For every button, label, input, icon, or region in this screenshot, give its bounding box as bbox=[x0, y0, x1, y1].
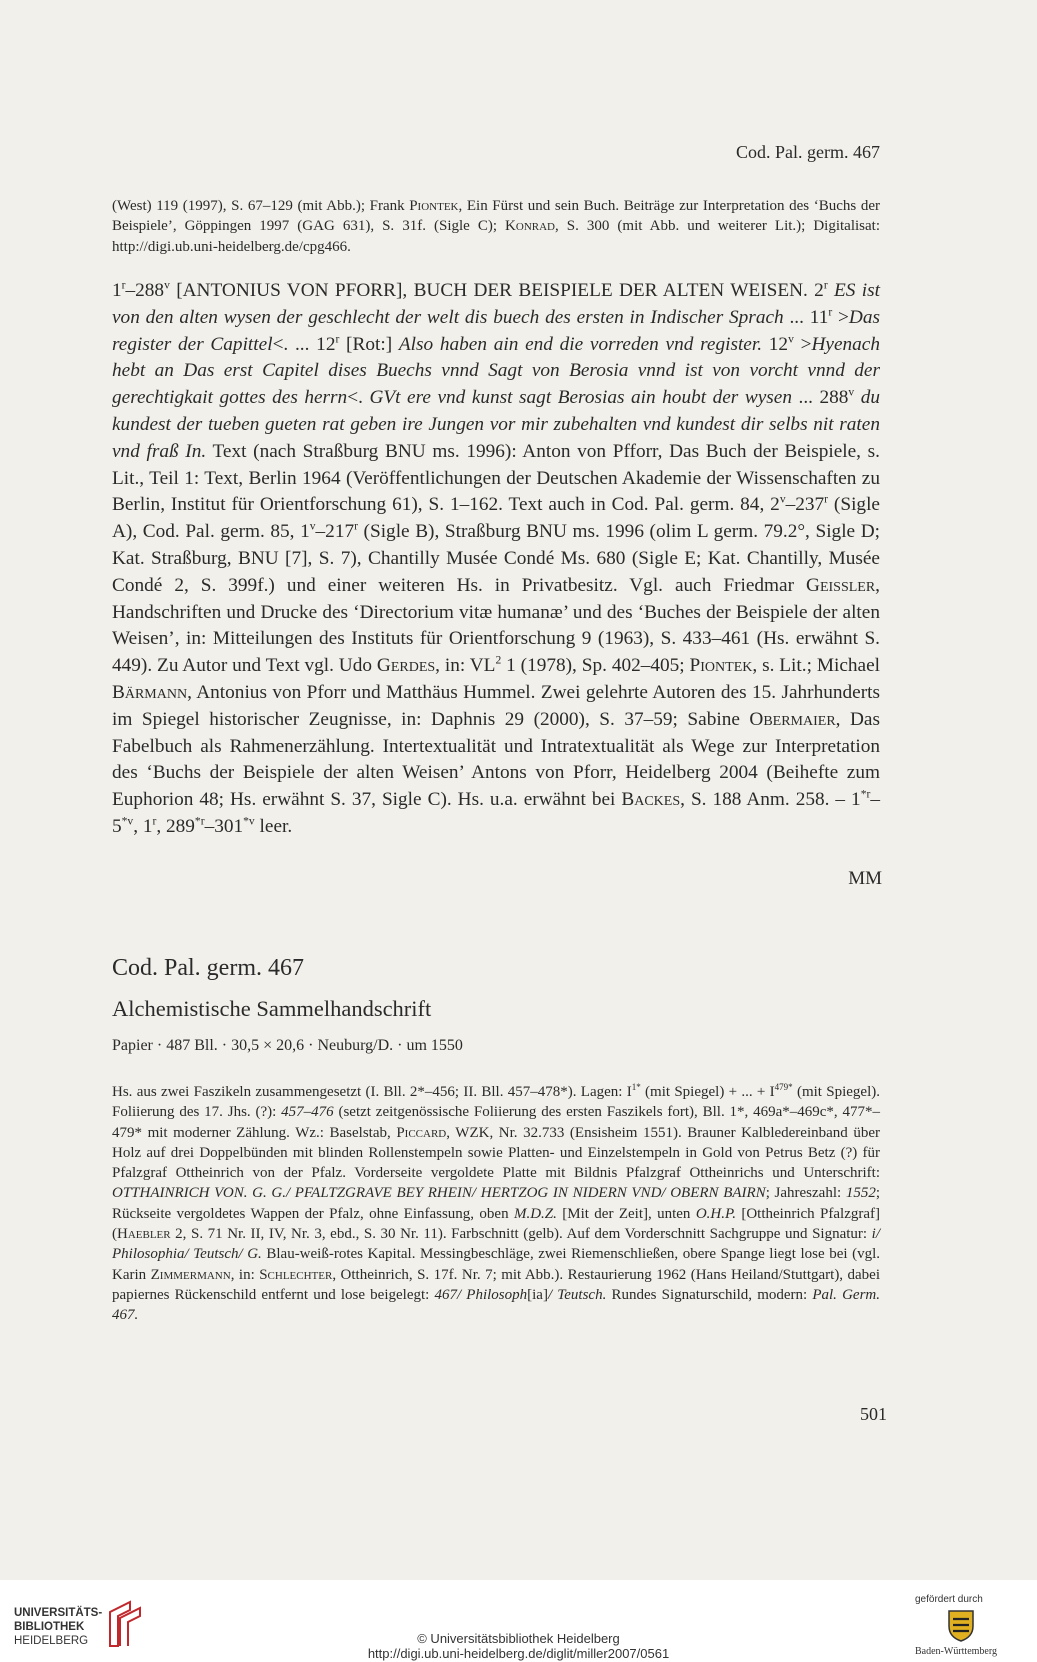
sup: *r bbox=[194, 814, 205, 828]
sup: r bbox=[824, 492, 829, 506]
text: (West) 119 (1997), S. 67–129 (mit Abb.); Frank bbox=[112, 198, 410, 214]
text: ... 11 bbox=[783, 306, 829, 328]
text: –301 bbox=[204, 815, 244, 837]
text: –288 bbox=[125, 280, 165, 301]
sup: 1* bbox=[631, 1082, 641, 1092]
italic-text: Pal. Germ. 467. bbox=[112, 1286, 880, 1324]
text: , Antonius von Pforr und Matthäus Hummel. Zwei gelehrte Autoren des 15. Jahrhunderts im Spiegel historischer Zeugnisse, in: Daphnis 29 (2000), S. 37–59; Sabine bbox=[112, 681, 880, 730]
library-name-line: BIBLIOTHEK bbox=[14, 1621, 85, 1633]
text: 1 (1978), Sp. 402–405; bbox=[501, 655, 690, 677]
text: , in: bbox=[230, 1266, 260, 1283]
text: , in: VL bbox=[435, 655, 496, 677]
text: (setzt zeitgenössische Foliierung des ersten Faszikels fort), Bll. 1*, 469a*–469c*, 477*–479* mit moderner Zählung. Wz.: Baselstab, bbox=[112, 1104, 880, 1141]
author-name: Haebler bbox=[117, 1226, 171, 1243]
rubric: Das register der Capittel bbox=[112, 306, 880, 355]
sup: v bbox=[164, 278, 170, 292]
codex-meta: Papier · 487 Bll. · 30,5 × 20,6 · Neuburg/D. · um 1550 bbox=[112, 1037, 463, 1054]
sup: *r bbox=[860, 787, 871, 801]
sup: r bbox=[823, 278, 828, 292]
sup: v bbox=[848, 385, 855, 399]
text: ; Rückseite vergoldetes Wappen der Pfalz, ohne Einfassung, oben bbox=[112, 1185, 880, 1222]
italic-text: 457–476 bbox=[281, 1104, 334, 1121]
sup: r bbox=[354, 519, 358, 533]
running-header: Cod. Pal. germ. 467 bbox=[736, 142, 880, 162]
text: ... 288 bbox=[791, 387, 849, 409]
page-number: 501 bbox=[860, 1404, 887, 1424]
text: –217 bbox=[315, 521, 355, 543]
text: (mit Spiegel) + ... + I bbox=[640, 1084, 775, 1100]
sup: 2 bbox=[495, 653, 502, 667]
text: –5 bbox=[112, 789, 880, 837]
copyright-text: © Universitätsbibliothek Heidelberg bbox=[417, 1631, 620, 1646]
text: , WZK, Nr. 32.733 (Ensisheim 1551). Brauner Kalbledereinband über Holz auf drei Doppelbünden mit blinden Rollenstempeln sowie Platten- und Einzelstempeln in Gold von Petrus Betz (?) für Pfalzgraf Ottheinrich von der Pfalz. Vorderseite vergoldete Platte mit Bildnis Pfalzgraf Ottheinrichs und Unterschrift: bbox=[112, 1124, 881, 1182]
author-name: Konrad bbox=[505, 218, 555, 235]
permalink-url[interactable]: http://digi.ub.uni-heidelberg.de/diglit/miller2007/0561 bbox=[367, 1646, 670, 1661]
text: [Mit der Zeit], unten bbox=[556, 1205, 696, 1222]
italic-text: i/ Philosophia/ Teutsch/ G. bbox=[112, 1226, 880, 1263]
text: [ia] bbox=[527, 1286, 548, 1303]
text: [ANTONIUS VON PFORR], BUCH DER BEISPIELE DER ALTEN WEISEN. 2 bbox=[169, 280, 824, 301]
text: –237 bbox=[785, 494, 825, 516]
italic-text: OTTHAINRICH VON. G. G./ PFALTZGRAVE BEY RHEIN/ HERTZOG IN NIDERN VND/ OBERN BAIRN bbox=[112, 1185, 766, 1202]
incipit: GVt ere vnd kunst sagt Berosias ain houbt der wysen bbox=[369, 387, 792, 409]
italic-text: 467/ Philosoph bbox=[434, 1286, 528, 1303]
sponsor-label: gefördert durch bbox=[915, 1594, 983, 1605]
text: Blau-weiß-rotes Kapital. Messingbeschläge, zwei Riemenschließen, obere Spange liegt lose bei (vgl. Karin bbox=[112, 1246, 880, 1283]
text: <. ... 12 bbox=[272, 333, 336, 355]
italic-text: M.D.Z. bbox=[513, 1205, 557, 1222]
author-name: Gerdes bbox=[376, 655, 436, 677]
sup: v bbox=[779, 492, 786, 506]
text: , 1 bbox=[133, 815, 153, 837]
text: [Ottheinrich Pfalzgraf] ( bbox=[112, 1205, 880, 1243]
author-name: Geissler bbox=[806, 574, 876, 596]
sup: 479* bbox=[774, 1082, 793, 1092]
author-name: Piontek bbox=[689, 655, 753, 677]
sup: r bbox=[828, 305, 833, 319]
sup: *v bbox=[243, 814, 255, 828]
text: , S. 300 (mit Abb. und weiterer Lit.); Digitalisat: http://digi.ub.uni-heidelberg.de/cpg466. bbox=[112, 218, 881, 255]
text: leer. bbox=[254, 815, 293, 837]
text: Rundes Signaturschild, modern: bbox=[606, 1286, 813, 1303]
italic-text: 1552 bbox=[845, 1185, 876, 1202]
text: , Ottheinrich, S. 17f. Nr. 7; mit Abb.). Restaurierung 1962 (Hans Heiland/Stuttgart), dabei papiernes Rückenschild entfernt und lose beigelegt: bbox=[112, 1266, 881, 1303]
author-name: Piccard bbox=[396, 1124, 447, 1141]
text: , Das Fabelbuch als Rahmenerzählung. Intertextualität und Intratextualität als Wege zur Interpretation des ‘Buchs der Beispiele der alten Weisen’ Antons von Pforr, Heidelberg 2004 (Beihefte zum Euphorion 48; Hs. erwähnt S. 37, Sigle C). Hs. u.a. erwähnt bei bbox=[112, 708, 880, 811]
text: Hs. aus zwei Faszikeln zusammengesetzt (I. Bll. 2*–456; II. Bll. 457–478*). Lagen: I bbox=[112, 1084, 632, 1100]
copyright-notice bbox=[0, 1631, 1037, 1661]
text: 12 bbox=[762, 333, 789, 355]
content-entry bbox=[112, 278, 880, 841]
baden-wuerttemberg-emblem-icon bbox=[946, 1608, 976, 1642]
text: (Sigle A), Cod. Pal. germ. 85, 1 bbox=[112, 494, 880, 543]
rubric: Hyenach hebt an Das erst Capitel dises Buechs vnnd Sagt von Berosia vnnd ist von vorcht vnnd der gerechtigkait gottes des herrn bbox=[112, 333, 880, 409]
sup: r bbox=[335, 332, 340, 346]
author-name: Zimmermann bbox=[150, 1266, 231, 1283]
text: , Ein Fürst und sein Buch. Beiträge zur Interpretation des ‘Buchs der Beispiele’, Göppingen 1997 (GAG 631), S. 31f. (Sigle C); bbox=[112, 198, 880, 235]
italic-text: O.H.P. bbox=[695, 1205, 736, 1222]
text: , 289 bbox=[156, 815, 195, 837]
library-name-line: UNIVERSITÄTS- bbox=[14, 1607, 103, 1619]
author-initials: MM bbox=[848, 868, 882, 889]
author-name: Obermaier bbox=[749, 708, 836, 730]
italic-text: / Teutsch. bbox=[547, 1286, 607, 1303]
text: (Sigle B), Straßburg BNU ms. 1996 (olim L germ. 79.2°, Sigle D; Kat. Straßburg, BNU [7], S. 7), Chantilly Musée Condé Ms. 680 (Sigle E; Kat. Chantilly, Musée Condé 2, S. 399f.) und einer weiteren Hs. in Privatbesitz. Vgl. auch Friedmar bbox=[112, 521, 880, 596]
author-name: Schlechter bbox=[259, 1266, 333, 1283]
sup: v bbox=[788, 332, 794, 346]
text: (mit Spiegel). Foliierung des 17. Jhs. (?): bbox=[112, 1084, 880, 1121]
sup: r bbox=[121, 278, 126, 292]
text: Text (nach Straßburg BNU ms. 1996): Anton von Pfforr, Das Buch der Beispiele, s. Lit., Teil 1: Text, Berlin 1964 (Veröffentlichungen der Deutschen Akademie der Wissenschaften zu Berlin, Institut für Orientforschung 61), S. 1–162. Text auch in Cod. Pal. germ. 84, 2 bbox=[112, 440, 880, 516]
codex-description bbox=[112, 1082, 880, 1326]
library-name-line: HEIDELBERG bbox=[14, 1635, 89, 1647]
sup: *v bbox=[121, 814, 134, 828]
text: 1 bbox=[112, 280, 122, 301]
text: , S. 188 Anm. 258. – 1 bbox=[680, 789, 861, 811]
text: <. bbox=[347, 387, 370, 409]
codex-subtitle: Alchemistische Sammelhandschrift bbox=[112, 996, 432, 1021]
text: , Handschriften und Drucke des ‘Directorium vitæ humanæ’ und des ‘Buches der Beispiele der alten Weisen’, in: Mitteilungen des Instituts für Orientforschung 9 (1963), S. 433–461 (Hs. erwähnt S. 449). Zu Autor und Text vgl. Udo bbox=[112, 574, 880, 677]
incipit: ES ist von den alten wysen der geschlecht der welt dis buech des ersten in Indischer Sprach bbox=[112, 280, 881, 328]
author-name: Backes bbox=[621, 789, 681, 811]
sponsor-name: Baden-Württemberg bbox=[915, 1646, 998, 1657]
text: , s. Lit.; Michael bbox=[752, 655, 881, 677]
literature-continuation bbox=[112, 196, 880, 257]
sup: v bbox=[309, 519, 316, 533]
text: [Rot:] bbox=[339, 333, 399, 355]
text: > bbox=[793, 333, 812, 355]
author-name: Bärmann bbox=[112, 681, 188, 703]
author-name: Piontek bbox=[409, 198, 459, 214]
text: > bbox=[832, 306, 849, 328]
codex-title: Cod. Pal. germ. 467 bbox=[112, 955, 304, 981]
explicit: du kundest der tueben gueten rat geben ire Jungen vor mir zubehalten vnd kundest dir selbs nit raten vnd fraß In. bbox=[112, 387, 881, 462]
footer-bar bbox=[0, 1580, 1037, 1662]
sup: r bbox=[152, 814, 157, 828]
rubric: Also haben ain end die vorreden vnd register. bbox=[398, 333, 763, 355]
text: 2, S. 71 Nr. II, IV, Nr. 3, ebd., S. 30 Nr. 11). Farbschnitt (gelb). Auf dem Vorderschnitt Sachgruppe und Signatur: bbox=[170, 1226, 872, 1243]
text: ; Jahreszahl: bbox=[765, 1185, 846, 1202]
